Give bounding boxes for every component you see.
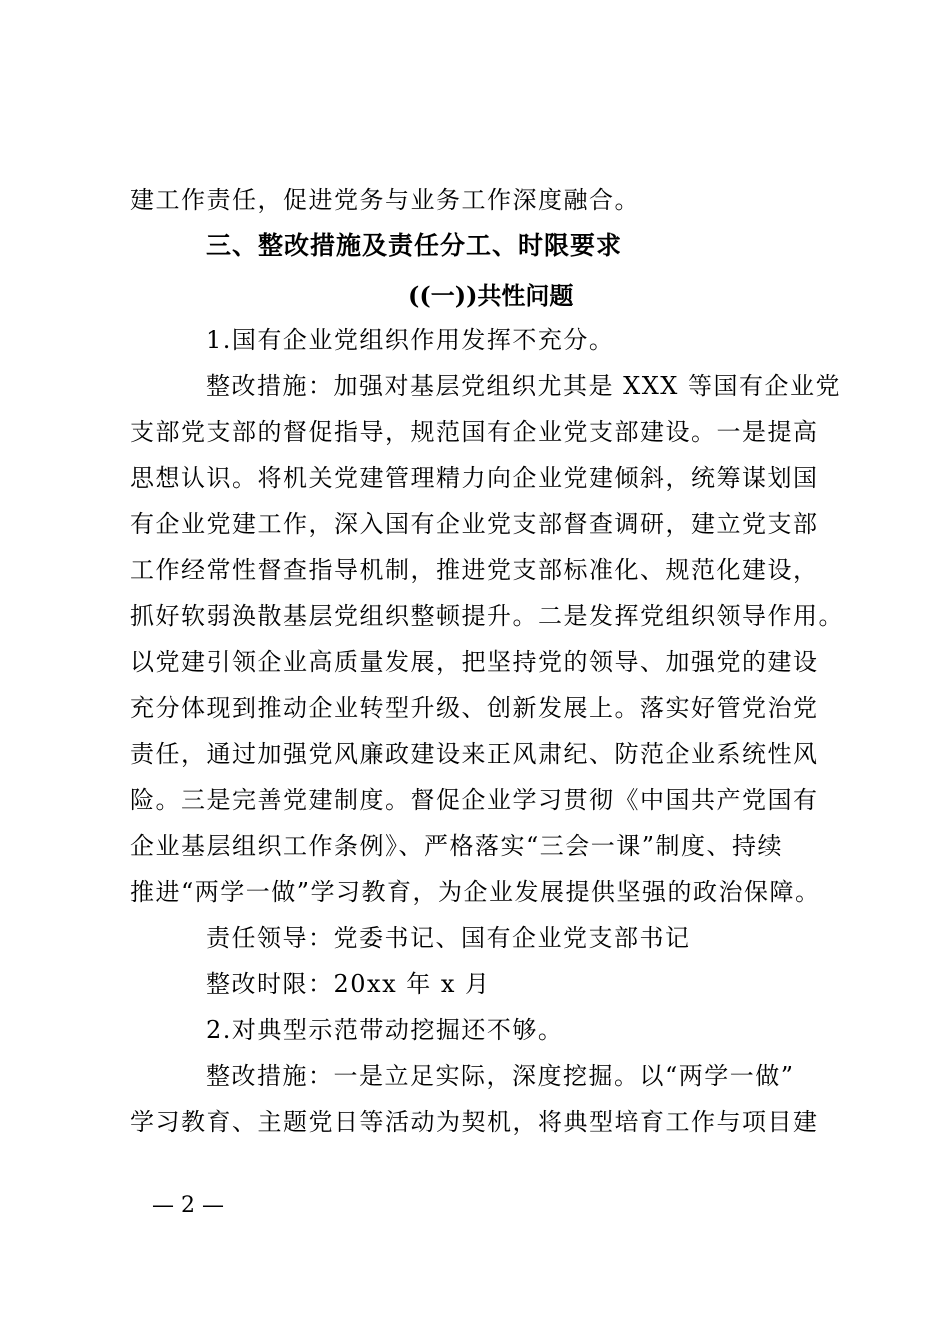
body-text-line: 学习教育、主题党日等活动为契机，将典型培育工作与项目建	[130, 1108, 819, 1136]
body-text-line: 整改措施：一是立足实际，深度挖掘。以“两学一做”	[206, 1062, 795, 1090]
item-title: 1.国有企业党组织作用发挥不充分。	[206, 326, 615, 354]
body-text-line: 思想认识。将机关党建管理精力向企业党建倾斜，统筹谋划国	[130, 464, 819, 492]
body-text-line: 整改措施：加强对基层党组织尤其是 XXX 等国有企业党	[206, 372, 842, 400]
body-text-line: 抓好软弱涣散基层党组织整顿提升。二是发挥党组织领导作用。	[130, 602, 844, 630]
body-text-line: 支部党支部的督促指导，规范国有企业党支部建设。一是提高	[130, 418, 819, 446]
body-text-line: 以党建引领企业高质量发展，把坚持党的领导、加强党的建设	[130, 648, 819, 676]
item-title: 2.对典型示范带动挖掘还不够。	[206, 1016, 564, 1044]
body-text-line: 推进“两学一做”学习教育，为企业发展提供坚强的政治保障。	[130, 878, 821, 906]
responsible-leader: 责任领导：党委书记、国有企业党支部书记	[206, 924, 691, 952]
body-text-line: 险。三是完善党建制度。督促企业学习贯彻《中国共产党国有	[130, 786, 819, 814]
body-text-line: 责任，通过加强党风廉政建设来正风肃纪、防范企业系统性风	[130, 740, 819, 768]
section-heading: 三、整改措施及责任分工、时限要求	[206, 231, 623, 260]
page-number: — 2 —	[152, 1193, 224, 1218]
body-text-line: 充分体现到推动企业转型升级、创新发展上。落实好管党治党	[130, 694, 819, 722]
body-text-line: 工作经常性督查指导机制，推进党支部标准化、规范化建设，	[130, 556, 819, 584]
body-text-line: 有企业党建工作，深入国有企业党支部督查调研，建立党支部	[130, 510, 819, 538]
body-text-line: 建工作责任，促进党务与业务工作深度融合。	[130, 186, 640, 214]
body-text-line: 企业基层组织工作条例》、严格落实“三会一课”制度、持续	[130, 832, 784, 860]
deadline: 整改时限：20xx 年 x 月	[206, 970, 491, 998]
subsection-heading: ((一))共性问题	[408, 281, 574, 310]
